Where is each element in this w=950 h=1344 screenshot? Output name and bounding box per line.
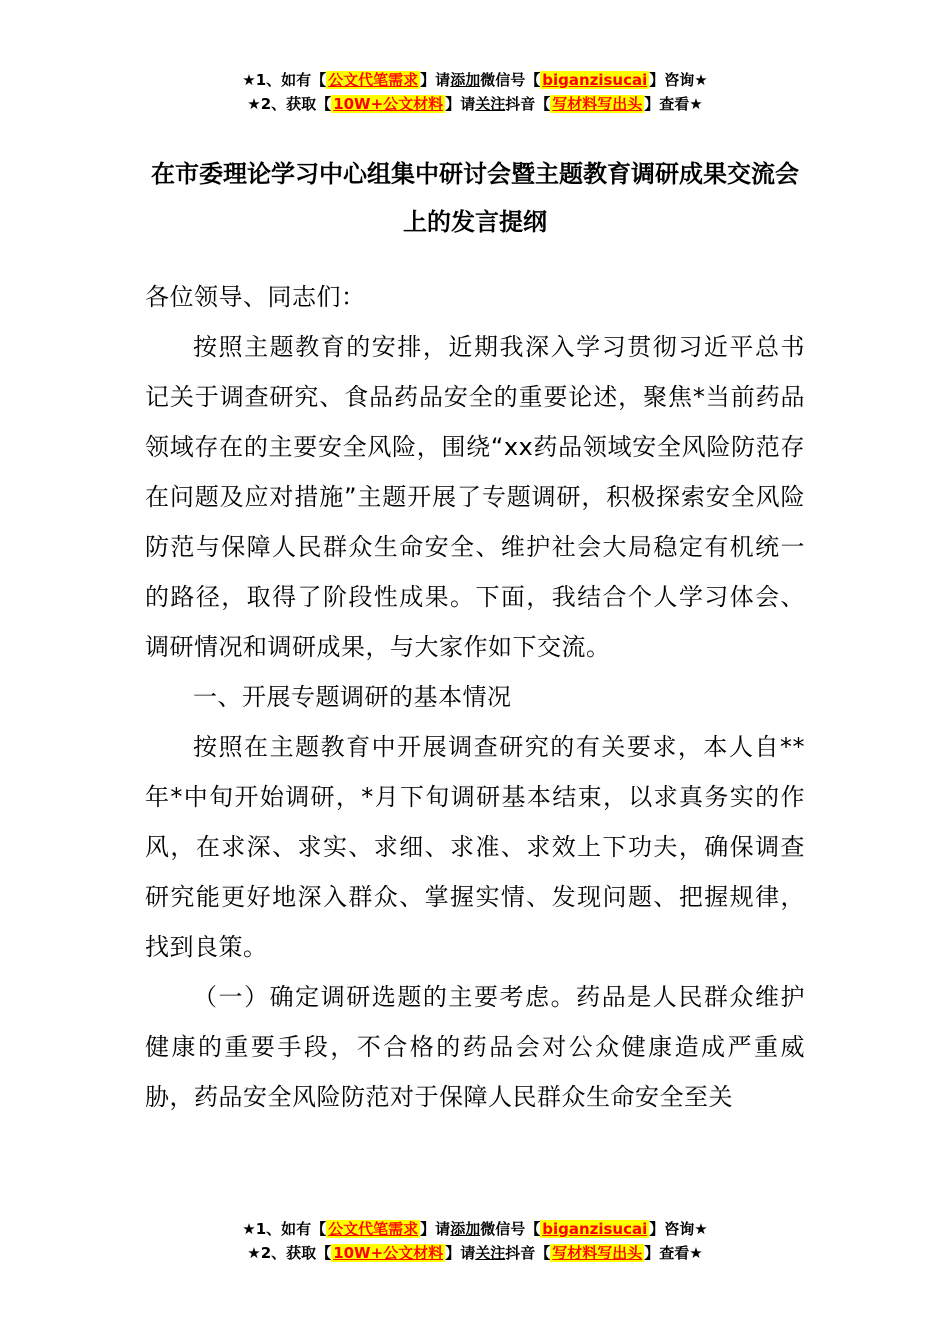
paragraph: 按照在主题教育中开展调查研究的有关要求，本人自**年*中旬开始调研，*月下旬调研基本结束，以求真务实的作风，在求深、求实、求细、求准、求效上下功夫，确保调查研究能更好地深入群众、掌握实情、发现问题、把握规律，找到良策。 xyxy=(145,733,805,961)
banner-highlight: 写材料写出头 xyxy=(552,95,643,113)
banner-text: ★1、如有【 xyxy=(242,1220,327,1238)
section-heading: 一、开展专题调研的基本情况 xyxy=(193,683,512,711)
banner-highlight: 公文代笔需求 xyxy=(328,71,419,89)
banner-text: 】查看★ xyxy=(644,95,703,113)
banner-highlight: 公文代笔需求 xyxy=(328,1220,419,1238)
banner-text: 】请 xyxy=(445,95,476,113)
banner-line-2 xyxy=(0,1241,950,1265)
banner-text: 】咨询★ xyxy=(649,71,708,89)
banner-highlight: 10W+公文材料 xyxy=(333,95,444,113)
banner-text: 】查看★ xyxy=(644,1244,703,1262)
banner-text: 抖音【 xyxy=(505,95,551,113)
banner-text: 】请 xyxy=(420,1220,451,1238)
banner-line-1 xyxy=(0,1217,950,1241)
banner-text: ★2、获取【 xyxy=(247,95,332,113)
paragraph: （一）确定调研选题的主要考虑。药品是人民群众维护健康的重要手段，不合格的药品会对公众健康造成严重威胁，药品安全风险防范对于保障人民群众生命安全至关 xyxy=(145,983,805,1111)
banner-text: 微信号【 xyxy=(480,71,541,89)
salutation: 各位领导、同志们： xyxy=(145,283,366,311)
document-title: 在市委理论学习中心组集中研讨会暨主题教育调研成果交流会上的发言提纲 xyxy=(151,160,799,236)
banner-text: 】请 xyxy=(445,1244,476,1262)
banner-text: 】请 xyxy=(420,71,451,89)
banner-highlight: 10W+公文材料 xyxy=(333,1244,444,1262)
banner-text: ★1、如有【 xyxy=(242,71,327,89)
banner-underline: 添加 xyxy=(450,71,481,89)
banner-line-2 xyxy=(0,92,950,116)
banner-text: 抖音【 xyxy=(505,1244,551,1262)
paragraph: 按照主题教育的安排，近期我深入学习贯彻习近平总书记关于调查研究、食品药品安全的重要论述，聚焦*当前药品领域存在的主要安全风险，围绕“xx药品领域安全风险防范存在问题及应对措施”主题开展了专题调研，积极探索安全风险防范与保障人民群众生命安全、维护社会大局稳定有机统一的路径，取得了阶段性成果。下面，我结合个人学习体会、调研情况和调研成果，与大家作如下交流。 xyxy=(145,333,805,661)
banner-underline: 添加 xyxy=(450,1220,481,1238)
banner-text: 微信号【 xyxy=(480,1220,541,1238)
banner-highlight: biganzisucai xyxy=(542,71,648,89)
header-banner xyxy=(0,68,950,116)
banner-underline: 关注 xyxy=(475,95,506,113)
banner-underline: 关注 xyxy=(475,1244,506,1262)
banner-highlight: 写材料写出头 xyxy=(552,1244,643,1262)
document-body xyxy=(145,272,805,1122)
banner-text: 】咨询★ xyxy=(649,1220,708,1238)
banner-highlight: biganzisucai xyxy=(542,1220,648,1238)
banner-text: ★2、获取【 xyxy=(247,1244,332,1262)
banner-line-1 xyxy=(0,68,950,92)
footer-banner xyxy=(0,1217,950,1265)
